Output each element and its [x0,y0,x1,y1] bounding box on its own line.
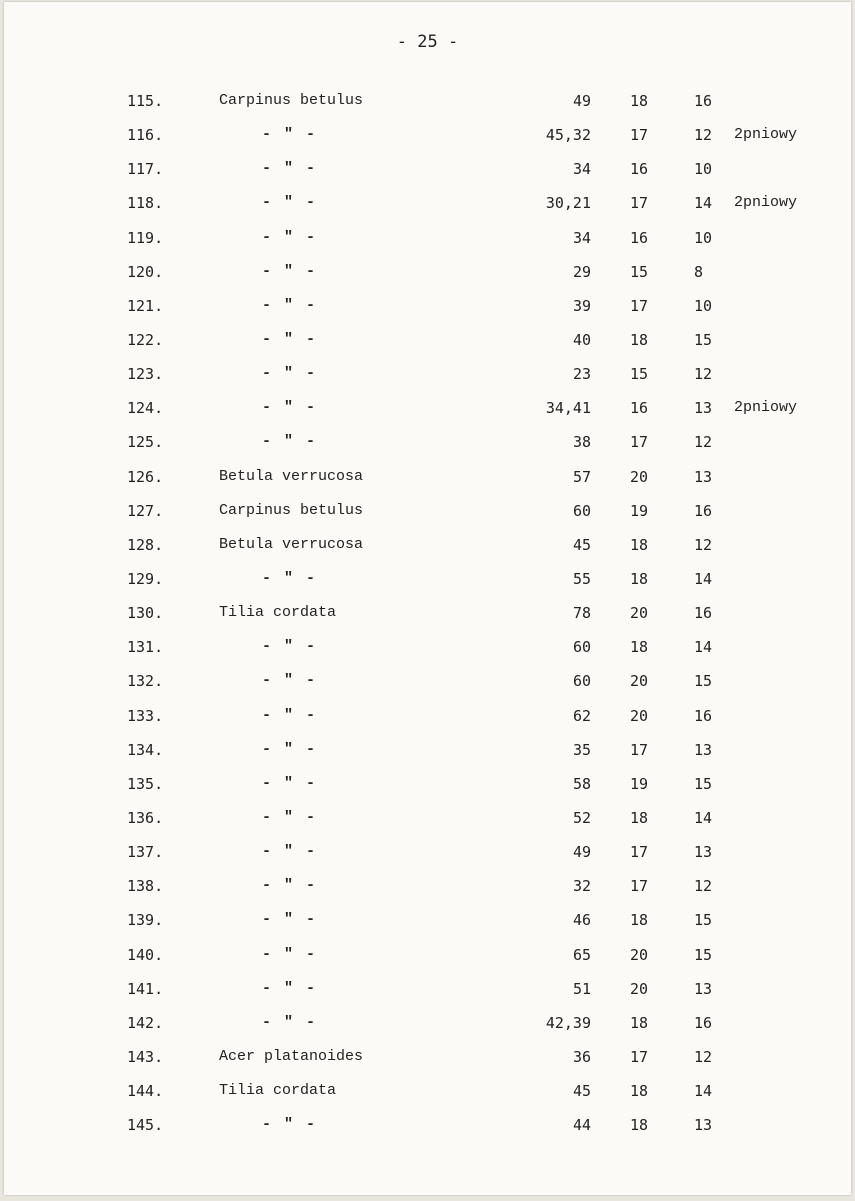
value-col-3: 15 [694,774,713,793]
row-number: 126. [127,467,164,486]
value-col-2: 20 [630,706,649,725]
value-col-2: 18 [630,1116,649,1135]
table-row [4,1040,851,1074]
ditto-mark: - " - [262,1013,318,1031]
row-number: 142. [127,1013,164,1032]
ditto-mark: - " - [262,262,318,280]
table-row [4,903,851,937]
value-col-2: 15 [630,262,649,281]
row-number: 119. [127,228,164,247]
value-col-2: 18 [630,92,649,110]
table-row [4,494,851,528]
value-col-1: 34,41 [545,399,591,418]
table-row [4,221,851,255]
value-col-2: 17 [630,877,649,896]
value-col-3: 14 [694,194,713,213]
row-number: 136. [127,808,164,827]
row-number: 115. [127,92,164,110]
row-number: 135. [127,774,164,793]
value-col-2: 20 [630,672,649,691]
ditto-mark: - " - [262,160,318,178]
ditto-mark: - " - [262,365,318,383]
value-col-1: 60 [572,501,591,520]
value-col-2: 17 [630,296,649,315]
value-col-3: 12 [694,126,713,145]
value-col-2: 20 [630,467,649,486]
row-number: 118. [127,194,164,213]
value-col-3: 13 [694,467,713,486]
value-col-1: 29 [572,262,591,281]
value-col-1: 44 [572,1116,591,1135]
value-col-1: 52 [572,808,591,827]
value-col-2: 16 [630,399,649,418]
value-col-1: 34 [572,228,591,247]
table-row [4,869,851,903]
value-col-1: 62 [572,706,591,725]
ditto-mark: - " - [262,296,318,314]
table-row [4,118,851,152]
row-number: 145. [127,1116,164,1135]
table-row [4,186,851,220]
table-row [4,1074,851,1108]
table-row [4,596,851,630]
ditto-mark: - " - [262,1116,318,1134]
row-number: 138. [127,877,164,896]
ditto-mark: - " - [262,433,318,451]
ditto-mark: - " - [262,979,318,997]
value-col-2: 20 [630,945,649,964]
row-number: 140. [127,945,164,964]
ditto-mark: - " - [262,399,318,417]
table-row [4,391,851,425]
value-col-3: 13 [694,843,713,862]
row-number: 130. [127,604,164,623]
ditto-mark: - " - [262,330,318,348]
page-number: - 25 - [396,32,459,52]
row-number: 128. [127,535,164,554]
value-col-1: 58 [572,774,591,793]
tree-inventory-table [4,84,851,1142]
table-row [4,767,851,801]
note: 2pniowy [734,126,798,144]
value-col-1: 78 [572,604,591,623]
value-col-1: 23 [572,365,591,384]
row-number: 143. [127,1047,164,1066]
species-name: Acer platanoides [219,1047,364,1065]
value-col-3: 12 [694,877,713,896]
table-row [4,972,851,1006]
ditto-mark: - " - [262,774,318,792]
value-col-2: 19 [630,501,649,520]
value-col-3: 15 [694,672,713,691]
value-col-2: 19 [630,774,649,793]
value-col-3: 14 [694,1082,713,1101]
value-col-2: 18 [630,330,649,349]
table-row [4,562,851,596]
row-number: 141. [127,979,164,998]
value-col-3: 14 [694,569,713,588]
row-number: 125. [127,433,164,452]
value-col-1: 39 [572,296,591,315]
table-row [4,357,851,391]
table-row [4,733,851,767]
table-row [4,835,851,869]
row-number: 131. [127,638,164,657]
value-col-2: 18 [630,638,649,657]
table-row [4,425,851,459]
value-col-2: 18 [630,1013,649,1032]
value-col-3: 12 [694,433,713,452]
value-col-3: 10 [694,160,713,179]
value-col-3: 16 [694,501,713,520]
table-row [4,1108,851,1142]
species-name: Carpinus betulus [219,92,364,109]
document-page [4,2,851,1195]
value-col-3: 10 [694,228,713,247]
ditto-mark: - " - [262,228,318,246]
value-col-3: 8 [694,262,704,281]
row-number: 134. [127,740,164,759]
table-row [4,630,851,664]
table-row [4,1006,851,1040]
value-col-1: 57 [572,467,591,486]
value-col-3: 16 [694,1013,713,1032]
value-col-2: 18 [630,808,649,827]
value-col-1: 42,39 [545,1013,591,1032]
ditto-mark: - " - [262,740,318,758]
value-col-3: 15 [694,945,713,964]
value-col-2: 18 [630,535,649,554]
table-row [4,938,851,972]
row-number: 117. [127,160,164,179]
ditto-mark: - " - [262,194,318,212]
value-col-3: 16 [694,92,713,110]
value-col-1: 45 [572,1082,591,1101]
ditto-mark: - " - [262,911,318,929]
value-col-1: 40 [572,330,591,349]
ditto-mark: - " - [262,945,318,963]
value-col-2: 16 [630,160,649,179]
table-row [4,289,851,323]
value-col-1: 49 [572,92,591,110]
table-row [4,255,851,289]
value-col-1: 46 [572,911,591,930]
value-col-1: 60 [572,672,591,691]
value-col-1: 38 [572,433,591,452]
note: 2pniowy [734,194,798,212]
value-col-3: 12 [694,535,713,554]
table-row [4,664,851,698]
table-row [4,460,851,494]
table-row [4,152,851,186]
ditto-mark: - " - [262,638,318,656]
value-col-2: 18 [630,911,649,930]
value-col-3: 13 [694,740,713,759]
value-col-2: 17 [630,843,649,862]
value-col-3: 13 [694,979,713,998]
row-number: 133. [127,706,164,725]
table-row [4,528,851,562]
ditto-mark: - " - [262,706,318,724]
value-col-3: 13 [694,1116,713,1135]
value-col-1: 32 [572,877,591,896]
value-col-1: 45 [572,535,591,554]
species-name: Carpinus betulus [219,501,364,519]
row-number: 120. [127,262,164,281]
ditto-mark: - " - [262,672,318,690]
row-number: 132. [127,672,164,691]
value-col-2: 20 [630,604,649,623]
table-row [4,84,851,118]
species-name: Betula verrucosa [219,467,364,485]
row-number: 124. [127,399,164,418]
value-col-2: 17 [630,740,649,759]
value-col-3: 14 [694,808,713,827]
value-col-2: 20 [630,979,649,998]
row-number: 137. [127,843,164,862]
value-col-1: 55 [572,569,591,588]
ditto-mark: - " - [262,843,318,861]
species-name: Tilia cordata [219,1082,337,1100]
value-col-3: 10 [694,296,713,315]
value-col-2: 17 [630,433,649,452]
species-name: Tilia cordata [219,604,337,622]
note: 2pniowy [734,399,798,417]
value-col-3: 16 [694,706,713,725]
value-col-1: 35 [572,740,591,759]
value-col-2: 17 [630,126,649,145]
species-name: Betula verrucosa [219,535,364,553]
row-number: 122. [127,330,164,349]
value-col-1: 45,32 [545,126,591,145]
value-col-2: 18 [630,569,649,588]
value-col-3: 13 [694,399,713,418]
value-col-1: 65 [572,945,591,964]
ditto-mark: - " - [262,569,318,587]
value-col-3: 15 [694,330,713,349]
value-col-1: 49 [572,843,591,862]
table-row [4,801,851,835]
row-number: 121. [127,296,164,315]
value-col-3: 15 [694,911,713,930]
value-col-2: 17 [630,194,649,213]
value-col-2: 17 [630,1047,649,1066]
value-col-1: 34 [572,160,591,179]
value-col-1: 51 [572,979,591,998]
value-col-1: 36 [572,1047,591,1066]
table-row [4,699,851,733]
value-col-1: 30,21 [545,194,591,213]
value-col-1: 60 [572,638,591,657]
ditto-mark: - " - [262,808,318,826]
ditto-mark: - " - [262,126,318,144]
value-col-3: 16 [694,604,713,623]
table-row [4,323,851,357]
value-col-2: 16 [630,228,649,247]
value-col-3: 12 [694,1047,713,1066]
value-col-3: 14 [694,638,713,657]
row-number: 127. [127,501,164,520]
row-number: 144. [127,1082,164,1101]
row-number: 129. [127,569,164,588]
value-col-2: 18 [630,1082,649,1101]
value-col-3: 12 [694,365,713,384]
row-number: 139. [127,911,164,930]
row-number: 116. [127,126,164,145]
ditto-mark: - " - [262,877,318,895]
value-col-2: 15 [630,365,649,384]
row-number: 123. [127,365,164,384]
